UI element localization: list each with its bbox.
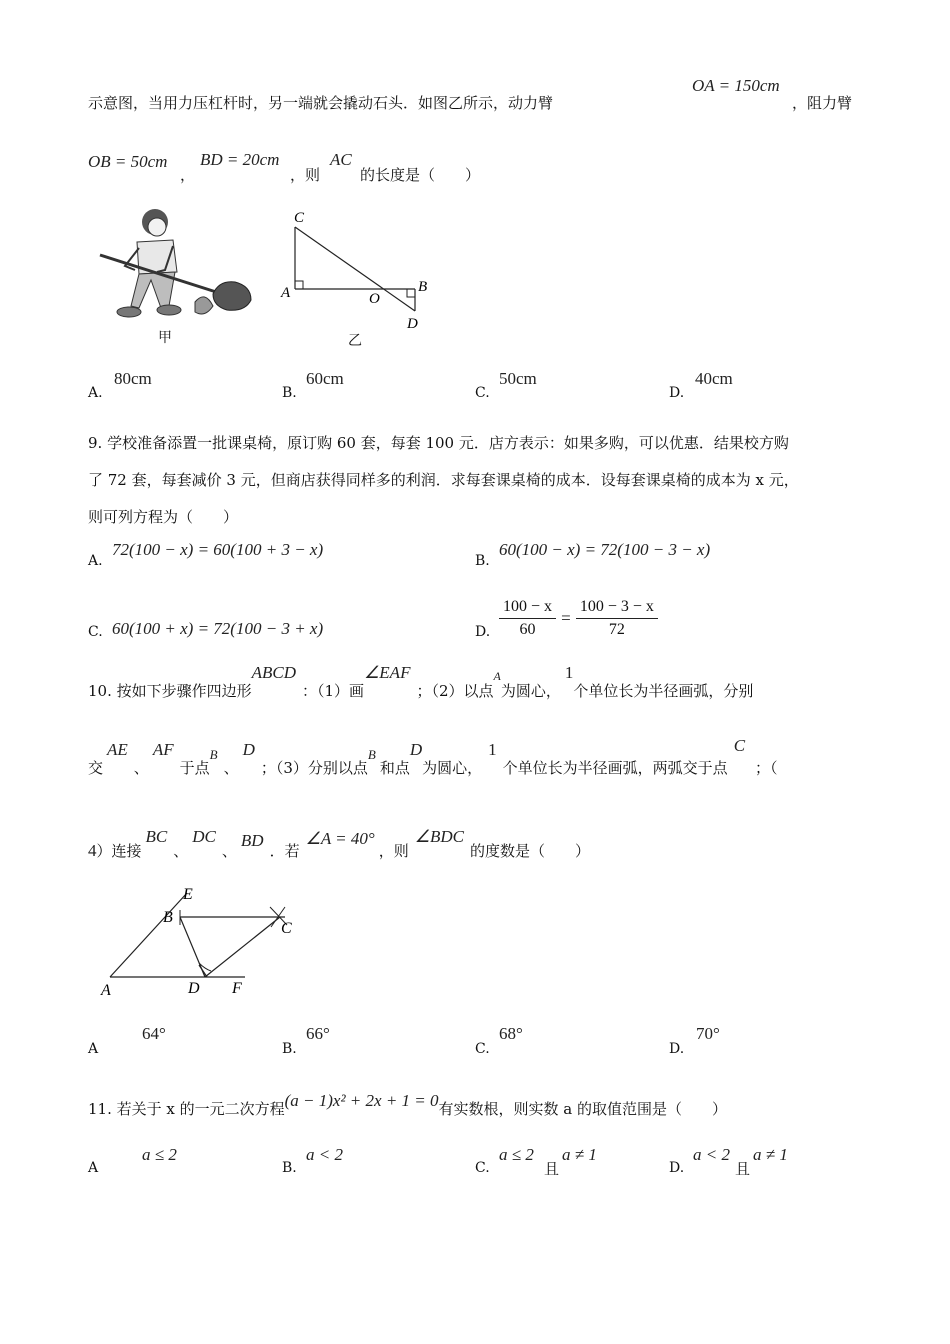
segment-cd <box>295 227 415 311</box>
q11-option-c-letter[interactable]: C. <box>475 1160 490 1176</box>
q8-line1-suffix: ，阻力臂 <box>792 94 853 112</box>
q8-question: 的长度是（ ） <box>360 166 481 184</box>
q10-option-b-letter[interactable]: B. <box>282 1041 297 1057</box>
q9-line1: 9. 学校准备添置一批课桌椅，原订购 60 套，每套 100 元．店方表示：如果多购，可以优惠．结果校方购 <box>88 434 789 452</box>
lever-illustration <box>95 200 255 350</box>
quadrilateral-diagram <box>95 885 310 1000</box>
q11-option-c-value: a ≤ 2 <box>499 1145 534 1164</box>
label-b: B <box>418 279 428 295</box>
q11-option-a-letter[interactable]: A <box>88 1160 99 1176</box>
q9-option-d-equation: $\frac{100 - x}{60}$ = $\frac{100 - 3 - x}{72}$ <box>499 598 658 639</box>
q11-option-a-value: a ≤ 2 <box>142 1145 177 1164</box>
q10-option-c-letter[interactable]: C. <box>475 1041 490 1057</box>
q8-bd-formula: BD = 20cm <box>200 150 280 169</box>
label-f: F <box>232 980 242 997</box>
q10-option-c-value: 68° <box>499 1024 523 1043</box>
q9-option-b-equation: 60(100 − x) = 72(100 − 3 − x) <box>499 540 711 559</box>
q8-option-b-letter[interactable]: B. <box>282 385 297 401</box>
q8-comma: ， <box>180 166 196 184</box>
label-o: O <box>369 291 380 307</box>
rock <box>213 282 251 311</box>
q11-option-d-value2: a ≠ 1 <box>753 1145 788 1164</box>
ray-ae <box>110 893 187 977</box>
q11-option-c-value2: a ≠ 1 <box>562 1145 597 1164</box>
q11-stem: 11. 若关于 x 的一元二次方程(a − 1)x² + 2x + 1 = 0有实数根，则实数 a 的取值范围是（ ） <box>88 1091 728 1118</box>
q9-option-d-letter[interactable]: D. <box>475 624 491 640</box>
q9-option-c-letter[interactable]: C. <box>88 624 103 640</box>
q8-option-a-value: 80cm <box>114 369 152 388</box>
q10-option-a-value: 64° <box>142 1024 166 1043</box>
label-c: C <box>294 210 305 226</box>
q11-option-b-letter[interactable]: B. <box>282 1160 297 1176</box>
label-d: D <box>188 980 200 997</box>
q8-option-d-letter[interactable]: D. <box>669 385 685 401</box>
q9-line2: 了 72 套，每套减价 3 元，但商店获得同样多的利润．求每套课桌椅的成本．设每套课桌椅的成本为 x 元， <box>88 471 799 489</box>
q9-option-c-equation: 60(100 + x) = 72(100 − 3 + x) <box>112 619 324 638</box>
q8-option-d-value: 40cm <box>695 369 733 388</box>
q10-line1: 10. 按如下步骤作四边形ABCD：（1）画∠EAF；（2）以点$^A$为圆心，1个单位长为半径画弧，分别 <box>88 663 754 700</box>
q8-then: ，则 <box>290 166 321 184</box>
q8-option-b-value: 60cm <box>306 369 344 388</box>
q10-option-d-letter[interactable]: D. <box>669 1041 685 1057</box>
figure-yi-label: 乙 <box>348 333 362 349</box>
q9-line3: 则可列方程为（ ） <box>88 508 239 526</box>
q8-option-c-value: 50cm <box>499 369 537 388</box>
q10-line3: 4）连接BC、DC、BD．若∠A = 40°，则∠BDC的度数是（ ） <box>88 827 590 860</box>
label-a: A <box>101 982 111 999</box>
label-e: E <box>183 886 193 903</box>
label-d: D <box>407 316 418 332</box>
q11-option-b-value: a < 2 <box>306 1145 343 1164</box>
q8-ac-formula: AC <box>330 150 352 169</box>
fulcrum <box>195 297 213 314</box>
q11-option-d-letter[interactable]: D. <box>669 1160 685 1176</box>
segment-dc <box>205 917 280 977</box>
label-a: A <box>281 285 291 301</box>
label-c: C <box>281 920 292 937</box>
q10-option-a-letter[interactable]: A <box>88 1041 99 1057</box>
q9-option-a-equation: 72(100 − x) = 60(100 + 3 − x) <box>112 540 324 559</box>
q11-option-c-and: 且 <box>544 1160 560 1178</box>
fraction-left: $\frac{100 - x}{60}$ <box>499 598 556 639</box>
q8-option-c-letter[interactable]: C. <box>475 385 490 401</box>
fraction-right: $\frac{100 - 3 - x}{72}$ <box>576 598 658 639</box>
q10-option-d-value: 70° <box>696 1024 720 1043</box>
q9-option-b-letter[interactable]: B. <box>475 553 490 569</box>
q8-line1-text: 示意图，当用力压杠杆时，另一端就会撬动石头．如图乙所示，动力臂 <box>88 94 554 112</box>
q11-option-d-and: 且 <box>735 1160 751 1178</box>
q8-option-a-letter[interactable]: A. <box>88 385 103 401</box>
q11-option-d-value: a < 2 <box>693 1145 730 1164</box>
q8-oa-formula: OA = 150cm <box>692 76 780 95</box>
q9-option-a-letter[interactable]: A. <box>88 553 103 569</box>
q10-option-b-value: 66° <box>306 1024 330 1043</box>
right-angle-b <box>407 289 415 297</box>
right-angle-a <box>295 281 303 289</box>
q8-ob-formula: OB = 50cm <box>88 152 168 171</box>
label-b: B <box>163 909 173 926</box>
q10-line2: 交AE、AF于点$^B$、D；（3）分别以点$^B$和点D为圆心，1个单位长为半径画弧，两弧交于点C；（ <box>88 736 778 777</box>
figure-jia-label: 甲 <box>158 330 172 346</box>
